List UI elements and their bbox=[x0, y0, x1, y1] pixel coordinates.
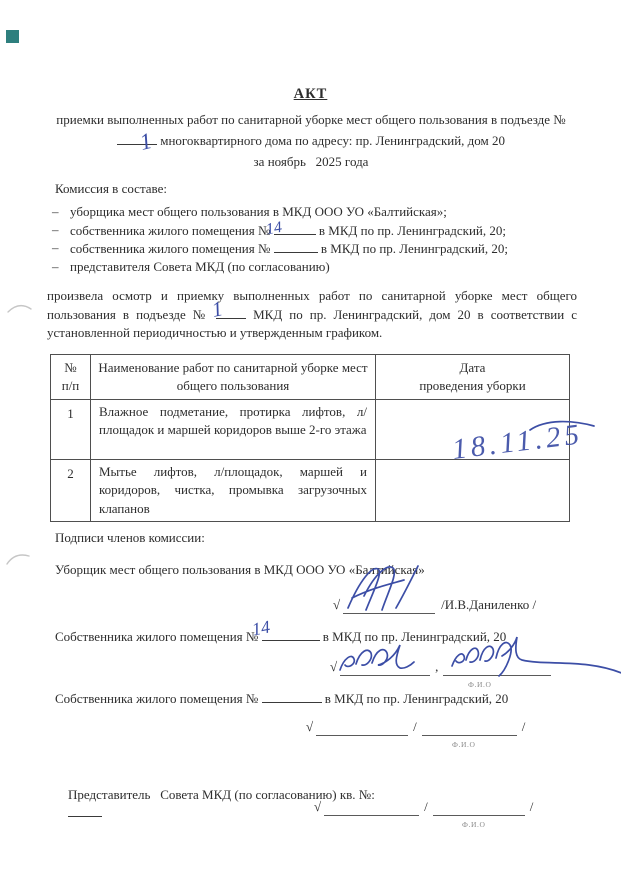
name-header-cell: Наименование работ по санитарной уборке мест общего пользования bbox=[91, 355, 376, 400]
table-row bbox=[51, 400, 570, 460]
owner2-end-slash: / bbox=[521, 719, 526, 734]
owner1-label-blank bbox=[262, 627, 320, 641]
owner2-separator: / bbox=[413, 719, 417, 734]
cleaning-date-handwritten: 18.11.25 bbox=[450, 418, 585, 466]
member-apartment-handwritten: 14 bbox=[264, 218, 284, 239]
member-owner2-post: в МКД по пр. Ленинградский, 20; bbox=[320, 241, 509, 256]
list-item bbox=[52, 239, 582, 258]
table-row bbox=[51, 460, 570, 522]
owner2-name-blank bbox=[422, 721, 517, 736]
row1-desc: Влажное подметание, протирка лифтов, л/площадок и маршей коридоров выше 2-го этажа bbox=[91, 400, 376, 460]
list-dash: – bbox=[52, 204, 59, 219]
fio-label: Ф.И.О bbox=[468, 680, 492, 689]
list-item bbox=[52, 203, 582, 221]
commission-member-list bbox=[52, 203, 582, 275]
works-table bbox=[50, 354, 570, 522]
document-title: АКТ bbox=[293, 86, 328, 102]
member-owner1-post: в МКД по пр. Ленинградский, 20; bbox=[318, 222, 507, 238]
representative-end-slash: / bbox=[529, 799, 534, 814]
owner1-label-post: в МКД по пр. Ленинградский, 20 bbox=[322, 629, 507, 644]
inspection-entrance-blank bbox=[216, 305, 246, 319]
subtitle-text-pre: приемки выполненных работ по санитарной уборке мест общего пользования в подъезде № bbox=[56, 112, 566, 127]
num-header-line1: № bbox=[64, 360, 77, 375]
member-owner2-pre: собственника жилого помещения № bbox=[70, 241, 271, 256]
owner1-apartment-blank bbox=[274, 221, 316, 235]
member-owner1-pre: собственника жилого помещения № bbox=[70, 222, 271, 238]
document-subtitle bbox=[48, 109, 574, 172]
cleaner-signature-name: /И.В.Даниленко / bbox=[441, 597, 537, 612]
checkmark: √ bbox=[314, 799, 322, 814]
list-item bbox=[52, 218, 582, 240]
period-line: за ноябрь 2025 года bbox=[253, 154, 369, 169]
owner2-signature-blank bbox=[316, 721, 408, 736]
row2-desc: Мытье лифтов, л/площадок, маршей и коридоров, чистка, промывка загрузочных клапанов bbox=[91, 460, 376, 522]
owner2-label-blank bbox=[262, 689, 322, 703]
inspection-paragraph bbox=[47, 287, 577, 342]
owner1-signature-line bbox=[330, 658, 551, 676]
margin-pen-mark-top bbox=[6, 300, 34, 316]
member-representative-text: представителя Совета МКД (по согласованию) bbox=[70, 258, 330, 274]
num-header-cell bbox=[51, 355, 91, 400]
cleaner-signature-label: Уборщик мест общего пользования в МКД ООО УО «Балтийская» bbox=[55, 562, 425, 577]
num-header-line2: п/п bbox=[61, 378, 80, 393]
owner2-apartment-blank bbox=[274, 239, 318, 253]
inspection-post: МКД по пр. Ленинградский, дом 20 в соответствии с установленной периодичностью и утвержденным графиком. bbox=[47, 307, 577, 340]
representative-signature-blank bbox=[324, 801, 419, 816]
list-dash: – bbox=[52, 258, 59, 274]
member-cleaner-text: уборщика мест общего пользования в МКД ООО УО «Балтийская»; bbox=[70, 204, 447, 219]
margin-pen-mark-bottom bbox=[5, 550, 33, 568]
row1-date-cell bbox=[376, 400, 570, 460]
owner1-signature-blank bbox=[340, 661, 430, 676]
entrance-number-blank bbox=[117, 131, 157, 145]
date-header-line2: проведения уборки bbox=[419, 378, 526, 393]
row2-date-cell bbox=[376, 460, 570, 522]
owner2-signature-line bbox=[306, 718, 530, 736]
date-header-line1: Дата bbox=[459, 360, 486, 375]
table-header-row bbox=[51, 355, 570, 400]
row1-num: 1 bbox=[51, 400, 91, 460]
list-dash: – bbox=[52, 240, 59, 255]
checkmark: √ bbox=[333, 597, 341, 612]
checkmark: √ bbox=[306, 719, 314, 734]
date-header-cell bbox=[376, 355, 570, 400]
scan-corner-mark bbox=[6, 30, 19, 43]
owner1-label-pre: Собственника жилого помещения № bbox=[55, 629, 259, 644]
owner1-separator: , bbox=[435, 659, 439, 674]
list-item bbox=[52, 258, 582, 276]
owner2-label-post: в МКД по пр. Ленинградский, 20 bbox=[324, 691, 509, 706]
owner1-name-blank bbox=[443, 661, 551, 676]
subtitle-text-post: многоквартирного дома по адресу: пр. Ленинградский, дом 20 bbox=[160, 133, 506, 148]
inspection-entrance-handwritten: 1 bbox=[209, 296, 225, 322]
cleaner-signature-line bbox=[333, 596, 536, 614]
representative-signature-line bbox=[314, 798, 538, 816]
cleaner-signature-blank bbox=[343, 599, 435, 614]
owner1-signature-label bbox=[55, 627, 506, 646]
representative-separator: / bbox=[424, 799, 428, 814]
owner1-apartment-handwritten: 14 bbox=[250, 616, 272, 640]
row2-num: 2 bbox=[51, 460, 91, 522]
entrance-number-handwritten: 1 bbox=[137, 127, 155, 156]
representative-name-blank bbox=[433, 801, 525, 816]
member-owner2-text bbox=[70, 239, 508, 258]
checkmark: √ bbox=[330, 659, 338, 674]
representative-apartment-blank bbox=[68, 803, 102, 817]
representative-label-text: Представитель Совета МКД (по согласованию) кв. №: bbox=[68, 786, 375, 802]
commission-heading: Комиссия в составе: bbox=[55, 181, 167, 196]
signatures-heading: Подписи членов комиссии: bbox=[55, 530, 205, 545]
fio-label: Ф.И.О bbox=[462, 820, 486, 829]
list-dash: – bbox=[52, 221, 59, 237]
fio-label: Ф.И.О bbox=[452, 740, 476, 749]
member-owner1-text bbox=[70, 218, 507, 240]
owner2-signature-label bbox=[55, 689, 508, 708]
inspection-pre: произвела осмотр и приемку выполненных работ по санитарной уборке мест общего пользования в подъезде № bbox=[47, 288, 577, 322]
owner2-label-pre: Собственника жилого помещения № bbox=[55, 691, 259, 706]
